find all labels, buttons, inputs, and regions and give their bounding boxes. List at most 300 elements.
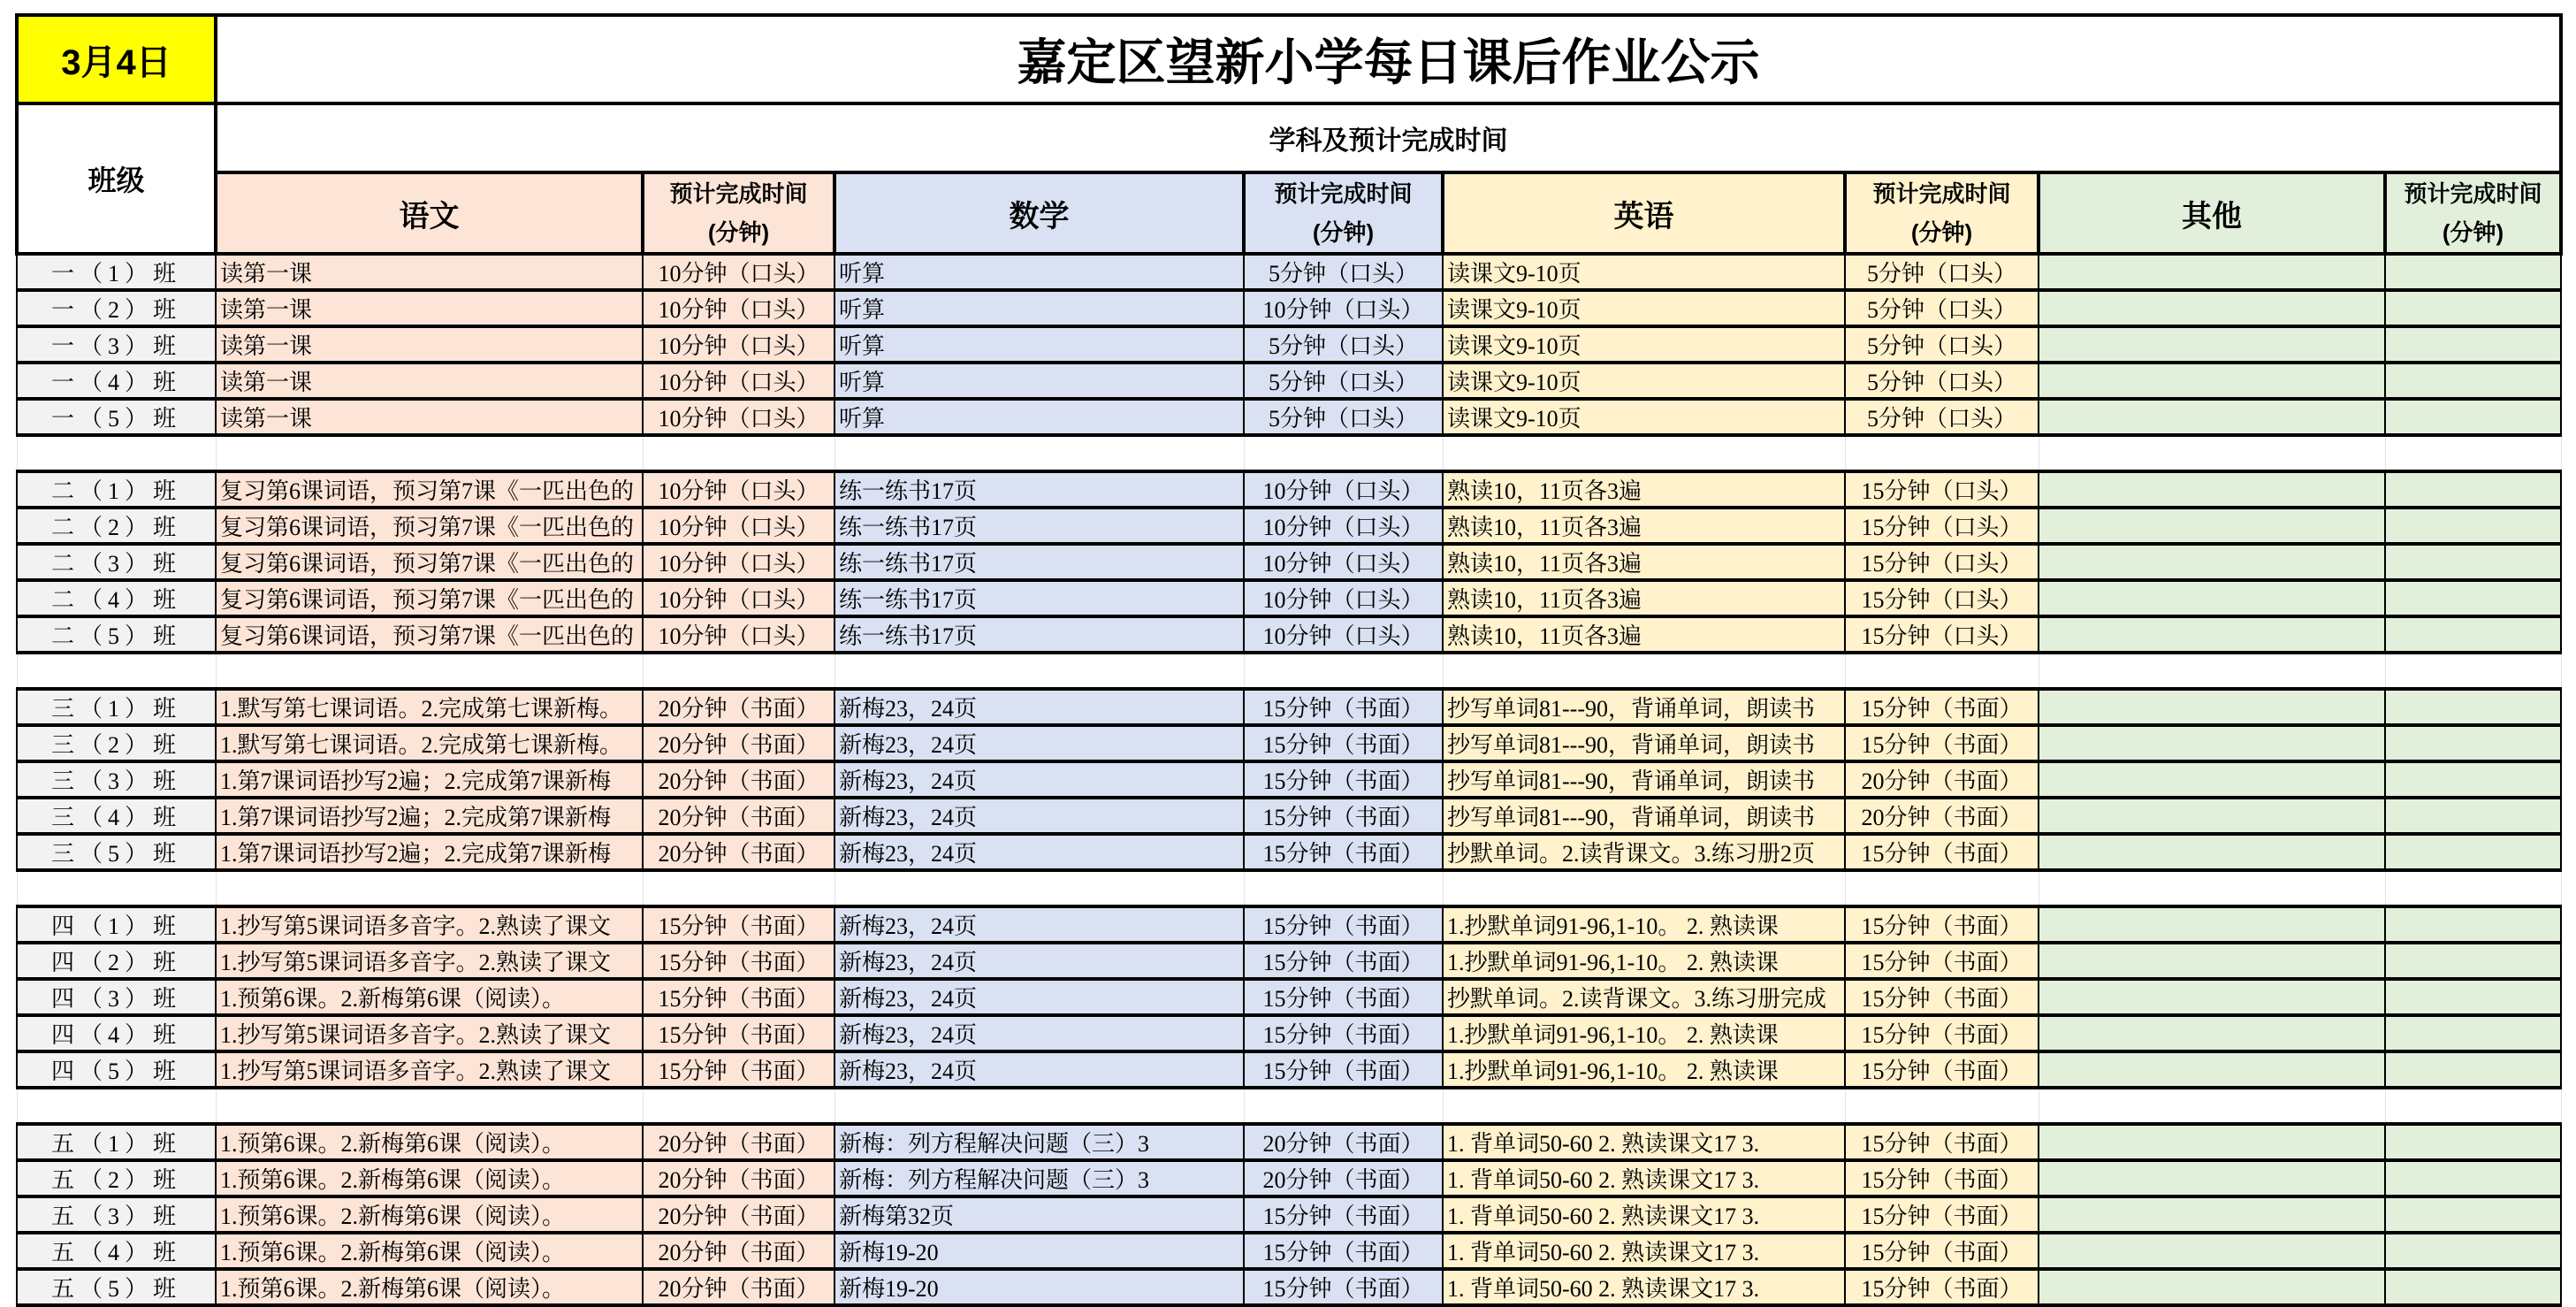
chinese-cell[interactable]: 1.第7课词语抄写2遍；2.完成第7课新梅	[216, 798, 643, 834]
class-cell[interactable]: 四（4）班	[17, 1015, 216, 1051]
chinese-time-cell[interactable]: 10分钟（口头）	[643, 508, 835, 544]
chinese-time-cell[interactable]: 10分钟（口头）	[643, 399, 835, 435]
empty-cell[interactable]	[216, 653, 643, 689]
english-time-cell[interactable]: 15分钟（书面）	[1845, 943, 2039, 979]
chinese-time-cell[interactable]: 20分钟（书面）	[643, 1160, 835, 1196]
time-header-line2: (分钟)	[1910, 219, 1973, 246]
table-row	[17, 399, 2561, 435]
empty-cell[interactable]	[2039, 653, 2385, 689]
chinese-time-cell[interactable]: 20分钟（书面）	[643, 1269, 835, 1305]
other-time-cell[interactable]	[2385, 326, 2561, 363]
english-time-cell[interactable]: 15分钟（书面）	[1845, 1160, 2039, 1196]
other-cell[interactable]	[2039, 689, 2385, 725]
math-time-cell[interactable]: 15分钟（书面）	[1244, 1269, 1443, 1305]
empty-cell[interactable]	[1845, 653, 2039, 689]
math-cell[interactable]: 练一练书17页	[835, 544, 1244, 580]
other-cell[interactable]	[2039, 943, 2385, 979]
other-time-cell[interactable]	[2385, 1269, 2561, 1305]
english-time-cell[interactable]: 5分钟（口头）	[1845, 326, 2039, 363]
other-cell[interactable]	[2039, 834, 2385, 870]
math-cell[interactable]: 听算	[835, 254, 1244, 290]
table-row	[17, 906, 2561, 943]
other-cell[interactable]	[2039, 1233, 2385, 1269]
chinese-time-cell[interactable]: 15分钟（书面）	[643, 943, 835, 979]
class-cell[interactable]: 四（5）班	[17, 1051, 216, 1088]
math-cell[interactable]: 新梅：列方程解决问题（三）3	[835, 1160, 1244, 1196]
other-time-cell[interactable]	[2385, 943, 2561, 979]
other-time-cell[interactable]	[2385, 906, 2561, 943]
english-time-cell[interactable]: 15分钟（口头）	[1845, 544, 2039, 580]
other-cell[interactable]	[2039, 399, 2385, 435]
english-cell[interactable]: 1. 背单词50-60 2. 熟读课文17 3.	[1443, 1196, 1845, 1233]
other-cell[interactable]	[2039, 1015, 2385, 1051]
chinese-cell[interactable]: 1.预第6课。2.新梅第6课（阅读）。	[216, 1196, 643, 1233]
empty-cell[interactable]	[1845, 870, 2039, 906]
class-cell[interactable]: 一（1）班	[17, 254, 216, 290]
english-time-cell[interactable]: 15分钟（书面）	[1845, 725, 2039, 761]
empty-cell[interactable]	[1443, 1088, 1845, 1124]
english-time-cell[interactable]: 15分钟（书面）	[1845, 1196, 2039, 1233]
english-header[interactable]: 英语	[1443, 172, 1845, 254]
chinese-cell[interactable]: 1.预第6课。2.新梅第6课（阅读）。	[216, 979, 643, 1015]
english-time-cell[interactable]: 15分钟（书面）	[1845, 1233, 2039, 1269]
table-row	[17, 580, 2561, 616]
chinese-cell[interactable]: 1.预第6课。2.新梅第6课（阅读）。	[216, 1233, 643, 1269]
chinese-time-cell[interactable]: 20分钟（书面）	[643, 761, 835, 798]
class-cell[interactable]: 三（2）班	[17, 725, 216, 761]
other-cell[interactable]	[2039, 508, 2385, 544]
math-time-cell[interactable]: 5分钟（口头）	[1244, 399, 1443, 435]
math-cell[interactable]: 听算	[835, 326, 1244, 363]
empty-cell[interactable]	[1244, 435, 1443, 471]
other-cell[interactable]	[2039, 1051, 2385, 1088]
english-time-cell[interactable]: 15分钟（口头）	[1845, 580, 2039, 616]
chinese-time-cell[interactable]: 10分钟（口头）	[643, 471, 835, 508]
table-row	[17, 544, 2561, 580]
chinese-time-cell[interactable]: 10分钟（口头）	[643, 326, 835, 363]
table-row	[17, 834, 2561, 870]
math-cell[interactable]: 新梅23，24页	[835, 906, 1244, 943]
english-cell[interactable]: 抄写单词81---90，背诵单词，朗读书	[1443, 761, 1845, 798]
class-cell[interactable]: 一（5）班	[17, 399, 216, 435]
class-header[interactable]: 班级	[17, 103, 216, 254]
other-cell[interactable]	[2039, 1124, 2385, 1160]
chinese-header[interactable]: 语文	[216, 172, 643, 254]
class-cell[interactable]: 三（3）班	[17, 761, 216, 798]
table-row	[17, 254, 2561, 290]
empty-cell[interactable]	[835, 1088, 1244, 1124]
class-cell[interactable]: 三（1）班	[17, 689, 216, 725]
chinese-cell[interactable]: 1.第7课词语抄写2遍；2.完成第7课新梅	[216, 761, 643, 798]
english-cell[interactable]: 1.抄默单词91-96,1-10。 2. 熟读课	[1443, 943, 1845, 979]
other-header[interactable]: 其他	[2039, 172, 2385, 254]
class-cell[interactable]: 二（2）班	[17, 508, 216, 544]
math-time-cell[interactable]: 15分钟（书面）	[1244, 761, 1443, 798]
english-cell[interactable]: 1. 背单词50-60 2. 熟读课文17 3.	[1443, 1160, 1845, 1196]
class-cell[interactable]: 五（4）班	[17, 1233, 216, 1269]
date-cell[interactable]: 3月4日	[17, 15, 216, 103]
math-time-cell[interactable]: 15分钟（书面）	[1244, 689, 1443, 725]
empty-cell[interactable]	[2385, 435, 2561, 471]
spacer-row	[17, 435, 2561, 471]
chinese-time-cell[interactable]: 20分钟（书面）	[643, 834, 835, 870]
math-time-cell[interactable]: 10分钟（口头）	[1244, 290, 1443, 326]
other-time-cell[interactable]	[2385, 471, 2561, 508]
class-cell[interactable]: 五（5）班	[17, 1269, 216, 1305]
english-time-cell[interactable]: 15分钟（书面）	[1845, 689, 2039, 725]
class-cell[interactable]: 二（1）班	[17, 471, 216, 508]
chinese-cell[interactable]: 复习第6课词语，预习第7课《一匹出色的	[216, 616, 643, 653]
english-cell[interactable]: 熟读10，11页各3遍	[1443, 544, 1845, 580]
empty-cell[interactable]	[17, 653, 216, 689]
english-cell[interactable]: 读课文9-10页	[1443, 326, 1845, 363]
time-header-line1: 预计完成时间	[2404, 180, 2542, 207]
english-cell[interactable]: 抄默单词。2.读背课文。3.练习册完成	[1443, 979, 1845, 1015]
math-time-cell[interactable]: 10分钟（口头）	[1244, 580, 1443, 616]
math-time-cell[interactable]: 10分钟（口头）	[1244, 471, 1443, 508]
other-time-cell[interactable]	[2385, 616, 2561, 653]
chinese-time-cell[interactable]: 15分钟（书面）	[643, 1051, 835, 1088]
table-row	[17, 1015, 2561, 1051]
english-time-cell[interactable]: 15分钟（书面）	[1845, 834, 2039, 870]
chinese-cell[interactable]: 读第一课	[216, 254, 643, 290]
other-cell[interactable]	[2039, 1196, 2385, 1233]
math-cell[interactable]: 新梅23，24页	[835, 979, 1244, 1015]
empty-cell[interactable]	[835, 653, 1244, 689]
english-cell[interactable]: 1.抄默单词91-96,1-10。 2. 熟读课	[1443, 1015, 1845, 1051]
class-cell[interactable]: 四（3）班	[17, 979, 216, 1015]
empty-cell[interactable]	[643, 435, 835, 471]
english-time-cell[interactable]: 15分钟（口头）	[1845, 616, 2039, 653]
math-time-cell[interactable]: 5分钟（口头）	[1244, 326, 1443, 363]
english-cell[interactable]: 熟读10，11页各3遍	[1443, 580, 1845, 616]
table-row	[17, 761, 2561, 798]
chinese-cell[interactable]: 1.预第6课。2.新梅第6课（阅读）。	[216, 1124, 643, 1160]
english-cell[interactable]: 1. 背单词50-60 2. 熟读课文17 3.	[1443, 1124, 1845, 1160]
other-cell[interactable]	[2039, 798, 2385, 834]
empty-cell[interactable]	[2385, 1088, 2561, 1124]
table-row	[17, 979, 2561, 1015]
math-cell[interactable]: 新梅23，24页	[835, 689, 1244, 725]
table-row	[17, 1124, 2561, 1160]
class-cell[interactable]: 一（3）班	[17, 326, 216, 363]
chinese-time-cell[interactable]: 10分钟（口头）	[643, 363, 835, 399]
chinese-cell[interactable]: 复习第6课词语，预习第7课《一匹出色的	[216, 580, 643, 616]
other-cell[interactable]	[2039, 363, 2385, 399]
math-cell[interactable]: 新梅23，24页	[835, 1051, 1244, 1088]
math-cell[interactable]: 练一练书17页	[835, 508, 1244, 544]
table-row	[17, 471, 2561, 508]
math-time-cell[interactable]: 15分钟（书面）	[1244, 1015, 1443, 1051]
empty-cell[interactable]	[1244, 870, 1443, 906]
other-cell[interactable]	[2039, 326, 2385, 363]
other-time-cell[interactable]	[2385, 1233, 2561, 1269]
math-time-header[interactable]	[1244, 172, 1443, 254]
table-row	[17, 798, 2561, 834]
table-row	[17, 1233, 2561, 1269]
math-time-cell[interactable]: 15分钟（书面）	[1244, 1233, 1443, 1269]
math-time-cell[interactable]: 20分钟（书面）	[1244, 1124, 1443, 1160]
chinese-cell[interactable]: 1.抄写第5课词语多音字。2.熟读了课文	[216, 906, 643, 943]
empty-cell[interactable]	[643, 870, 835, 906]
math-cell[interactable]: 练一练书17页	[835, 616, 1244, 653]
other-time-cell[interactable]	[2385, 979, 2561, 1015]
other-time-cell[interactable]	[2385, 761, 2561, 798]
math-cell[interactable]: 新梅23，24页	[835, 761, 1244, 798]
math-time-cell[interactable]: 15分钟（书面）	[1244, 943, 1443, 979]
chinese-time-cell[interactable]: 20分钟（书面）	[643, 1233, 835, 1269]
english-cell[interactable]: 1.抄默单词91-96,1-10。 2. 熟读课	[1443, 906, 1845, 943]
chinese-cell[interactable]: 读第一课	[216, 363, 643, 399]
chinese-time-cell[interactable]: 20分钟（书面）	[643, 725, 835, 761]
math-cell[interactable]: 练一练书17页	[835, 471, 1244, 508]
chinese-cell[interactable]: 1.预第6课。2.新梅第6课（阅读）。	[216, 1160, 643, 1196]
class-cell[interactable]: 三（5）班	[17, 834, 216, 870]
chinese-cell[interactable]: 1.默写第七课词语。2.完成第七课新梅。	[216, 689, 643, 725]
english-cell[interactable]: 抄写单词81---90，背诵单词，朗读书	[1443, 798, 1845, 834]
math-cell[interactable]: 新梅23，24页	[835, 834, 1244, 870]
math-cell[interactable]: 新梅：列方程解决问题（三）3	[835, 1124, 1244, 1160]
chinese-time-cell[interactable]: 10分钟（口头）	[643, 616, 835, 653]
empty-cell[interactable]	[643, 653, 835, 689]
other-time-cell[interactable]	[2385, 290, 2561, 326]
other-time-cell[interactable]	[2385, 1196, 2561, 1233]
math-cell[interactable]: 练一练书17页	[835, 580, 1244, 616]
chinese-cell[interactable]: 1.预第6课。2.新梅第6课（阅读）。	[216, 1269, 643, 1305]
math-time-cell[interactable]: 15分钟（书面）	[1244, 979, 1443, 1015]
english-cell[interactable]: 读课文9-10页	[1443, 363, 1845, 399]
chinese-cell[interactable]: 1.第7课词语抄写2遍；2.完成第7课新梅	[216, 834, 643, 870]
other-time-cell[interactable]	[2385, 725, 2561, 761]
time-header-line2: (分钟)	[2442, 219, 2504, 246]
other-time-cell[interactable]	[2385, 1124, 2561, 1160]
other-time-cell[interactable]	[2385, 1051, 2561, 1088]
chinese-cell[interactable]: 复习第6课词语，预习第7课《一匹出色的	[216, 544, 643, 580]
empty-cell[interactable]	[216, 1088, 643, 1124]
chinese-cell[interactable]: 1.抄写第5课词语多音字。2.熟读了课文	[216, 1051, 643, 1088]
table-row	[17, 616, 2561, 653]
class-cell[interactable]: 二（3）班	[17, 544, 216, 580]
math-time-cell[interactable]: 10分钟（口头）	[1244, 508, 1443, 544]
math-cell[interactable]: 新梅23，24页	[835, 725, 1244, 761]
page-title[interactable]: 嘉定区望新小学每日课后作业公示	[216, 15, 2561, 103]
math-time-cell[interactable]: 15分钟（书面）	[1244, 1051, 1443, 1088]
math-time-cell[interactable]: 5分钟（口头）	[1244, 363, 1443, 399]
chinese-time-cell[interactable]: 10分钟（口头）	[643, 254, 835, 290]
english-time-cell[interactable]: 5分钟（口头）	[1845, 363, 2039, 399]
time-header-line1: 预计完成时间	[669, 180, 808, 207]
time-header-line2: (分钟)	[707, 219, 770, 246]
chinese-cell[interactable]: 读第一课	[216, 326, 643, 363]
chinese-cell[interactable]: 复习第6课词语，预习第7课《一匹出色的	[216, 508, 643, 544]
empty-cell[interactable]	[1443, 870, 1845, 906]
empty-cell[interactable]	[2385, 653, 2561, 689]
english-time-cell[interactable]: 15分钟（书面）	[1845, 1015, 2039, 1051]
english-cell[interactable]: 抄默单词。2.读背课文。3.练习册2页	[1443, 834, 1845, 870]
other-time-cell[interactable]	[2385, 508, 2561, 544]
chinese-time-cell[interactable]: 20分钟（书面）	[643, 1124, 835, 1160]
math-time-cell[interactable]: 10分钟（口头）	[1244, 544, 1443, 580]
other-time-cell[interactable]	[2385, 1015, 2561, 1051]
empty-cell[interactable]	[17, 435, 216, 471]
english-cell[interactable]: 抄写单词81---90，背诵单词，朗读书	[1443, 689, 1845, 725]
empty-cell[interactable]	[643, 1088, 835, 1124]
english-cell[interactable]: 1. 背单词50-60 2. 熟读课文17 3.	[1443, 1233, 1845, 1269]
english-time-cell[interactable]: 5分钟（口头）	[1845, 399, 2039, 435]
other-cell[interactable]	[2039, 580, 2385, 616]
english-time-header[interactable]	[1845, 172, 2039, 254]
empty-cell[interactable]	[216, 435, 643, 471]
table-row	[17, 1160, 2561, 1196]
other-cell[interactable]	[2039, 616, 2385, 653]
homework-table	[15, 13, 2563, 1307]
class-cell[interactable]: 五（1）班	[17, 1124, 216, 1160]
math-time-cell[interactable]: 15分钟（书面）	[1244, 906, 1443, 943]
empty-cell[interactable]	[1845, 1088, 2039, 1124]
class-cell[interactable]: 五（3）班	[17, 1196, 216, 1233]
chinese-time-cell[interactable]: 20分钟（书面）	[643, 798, 835, 834]
class-cell[interactable]: 五（2）班	[17, 1160, 216, 1196]
empty-cell[interactable]	[1443, 435, 1845, 471]
english-time-cell[interactable]: 5分钟（口头）	[1845, 290, 2039, 326]
other-cell[interactable]	[2039, 290, 2385, 326]
english-time-cell[interactable]: 15分钟（口头）	[1845, 471, 2039, 508]
math-time-cell[interactable]: 10分钟（口头）	[1244, 616, 1443, 653]
english-time-cell[interactable]: 15分钟（书面）	[1845, 1269, 2039, 1305]
math-cell[interactable]: 新梅23，24页	[835, 798, 1244, 834]
chinese-cell[interactable]: 复习第6课词语，预习第7课《一匹出色的	[216, 471, 643, 508]
other-time-cell[interactable]	[2385, 1160, 2561, 1196]
english-time-cell[interactable]: 15分钟（书面）	[1845, 906, 2039, 943]
class-cell[interactable]: 二（5）班	[17, 616, 216, 653]
class-cell[interactable]: 三（4）班	[17, 798, 216, 834]
spacer-row	[17, 870, 2561, 906]
class-cell[interactable]: 一（4）班	[17, 363, 216, 399]
math-cell[interactable]: 听算	[835, 363, 1244, 399]
english-time-cell[interactable]: 15分钟（书面）	[1845, 979, 2039, 1015]
chinese-time-cell[interactable]: 20分钟（书面）	[643, 689, 835, 725]
class-cell[interactable]: 二（4）班	[17, 580, 216, 616]
spacer-row	[17, 1088, 2561, 1124]
other-time-cell[interactable]	[2385, 798, 2561, 834]
english-cell[interactable]: 1. 背单词50-60 2. 熟读课文17 3.	[1443, 1269, 1845, 1305]
math-cell[interactable]: 新梅23，24页	[835, 943, 1244, 979]
chinese-cell[interactable]: 读第一课	[216, 399, 643, 435]
empty-cell[interactable]	[216, 870, 643, 906]
english-cell[interactable]: 1.抄默单词91-96,1-10。 2. 熟读课	[1443, 1051, 1845, 1088]
empty-cell[interactable]	[1244, 1088, 1443, 1124]
empty-cell[interactable]	[835, 870, 1244, 906]
other-cell[interactable]	[2039, 761, 2385, 798]
other-cell[interactable]	[2039, 544, 2385, 580]
empty-cell[interactable]	[2039, 435, 2385, 471]
math-cell[interactable]: 新梅19-20	[835, 1233, 1244, 1269]
other-time-cell[interactable]	[2385, 363, 2561, 399]
table-row	[17, 290, 2561, 326]
math-header[interactable]: 数学	[835, 172, 1244, 254]
english-cell[interactable]: 读课文9-10页	[1443, 254, 1845, 290]
english-cell[interactable]: 读课文9-10页	[1443, 399, 1845, 435]
math-cell[interactable]: 新梅19-20	[835, 1269, 1244, 1305]
other-cell[interactable]	[2039, 979, 2385, 1015]
math-time-cell[interactable]: 20分钟（书面）	[1244, 1160, 1443, 1196]
other-cell[interactable]	[2039, 1160, 2385, 1196]
subjects-header[interactable]: 学科及预计完成时间	[216, 103, 2561, 172]
english-time-cell[interactable]: 5分钟（口头）	[1845, 254, 2039, 290]
other-time-cell[interactable]	[2385, 580, 2561, 616]
class-cell[interactable]: 一（2）班	[17, 290, 216, 326]
math-time-cell[interactable]: 15分钟（书面）	[1244, 834, 1443, 870]
english-time-cell[interactable]: 20分钟（书面）	[1845, 761, 2039, 798]
english-cell[interactable]: 熟读10，11页各3遍	[1443, 508, 1845, 544]
chinese-time-cell[interactable]: 15分钟（书面）	[643, 906, 835, 943]
english-cell[interactable]: 抄写单词81---90，背诵单词，朗读书	[1443, 725, 1845, 761]
math-cell[interactable]: 听算	[835, 399, 1244, 435]
other-cell[interactable]	[2039, 1269, 2385, 1305]
other-cell[interactable]	[2039, 471, 2385, 508]
other-time-cell[interactable]	[2385, 399, 2561, 435]
math-time-cell[interactable]: 15分钟（书面）	[1244, 798, 1443, 834]
english-time-cell[interactable]: 20分钟（书面）	[1845, 798, 2039, 834]
chinese-time-header[interactable]	[643, 172, 835, 254]
math-cell[interactable]: 新梅第32页	[835, 1196, 1244, 1233]
other-time-cell[interactable]	[2385, 544, 2561, 580]
chinese-cell[interactable]: 1.默写第七课词语。2.完成第七课新梅。	[216, 725, 643, 761]
other-cell[interactable]	[2039, 725, 2385, 761]
chinese-cell[interactable]: 1.抄写第5课词语多音字。2.熟读了课文	[216, 943, 643, 979]
class-cell[interactable]: 四（2）班	[17, 943, 216, 979]
empty-cell[interactable]	[2385, 870, 2561, 906]
math-cell[interactable]: 新梅23，24页	[835, 1015, 1244, 1051]
english-cell[interactable]: 熟读10，11页各3遍	[1443, 616, 1845, 653]
other-cell[interactable]	[2039, 906, 2385, 943]
chinese-time-cell[interactable]: 10分钟（口头）	[643, 580, 835, 616]
table-row	[17, 725, 2561, 761]
empty-cell[interactable]	[1244, 653, 1443, 689]
chinese-time-cell[interactable]: 20分钟（书面）	[643, 1196, 835, 1233]
chinese-time-cell[interactable]: 15分钟（书面）	[643, 979, 835, 1015]
empty-cell[interactable]	[17, 1088, 216, 1124]
class-cell[interactable]: 四（1）班	[17, 906, 216, 943]
chinese-time-cell[interactable]: 15分钟（书面）	[643, 1015, 835, 1051]
english-time-cell[interactable]: 15分钟（口头）	[1845, 508, 2039, 544]
empty-cell[interactable]	[2039, 870, 2385, 906]
empty-cell[interactable]	[17, 870, 216, 906]
math-time-cell[interactable]: 15分钟（书面）	[1244, 725, 1443, 761]
other-time-cell[interactable]	[2385, 689, 2561, 725]
chinese-time-cell[interactable]: 10分钟（口头）	[643, 290, 835, 326]
english-time-cell[interactable]: 15分钟（书面）	[1845, 1051, 2039, 1088]
other-time-header[interactable]	[2385, 172, 2561, 254]
empty-cell[interactable]	[1845, 435, 2039, 471]
other-time-cell[interactable]	[2385, 834, 2561, 870]
english-time-cell[interactable]: 15分钟（书面）	[1845, 1124, 2039, 1160]
chinese-cell[interactable]: 1.抄写第5课词语多音字。2.熟读了课文	[216, 1015, 643, 1051]
empty-cell[interactable]	[835, 435, 1244, 471]
math-cell[interactable]: 听算	[835, 290, 1244, 326]
math-time-cell[interactable]: 5分钟（口头）	[1244, 254, 1443, 290]
english-cell[interactable]: 熟读10，11页各3遍	[1443, 471, 1845, 508]
chinese-time-cell[interactable]: 10分钟（口头）	[643, 544, 835, 580]
chinese-cell[interactable]: 读第一课	[216, 290, 643, 326]
other-cell[interactable]	[2039, 254, 2385, 290]
other-time-cell[interactable]	[2385, 254, 2561, 290]
english-cell[interactable]: 读课文9-10页	[1443, 290, 1845, 326]
time-header-line1: 预计完成时间	[1872, 180, 2011, 207]
math-time-cell[interactable]: 15分钟（书面）	[1244, 1196, 1443, 1233]
empty-cell[interactable]	[2039, 1088, 2385, 1124]
empty-cell[interactable]	[1443, 653, 1845, 689]
